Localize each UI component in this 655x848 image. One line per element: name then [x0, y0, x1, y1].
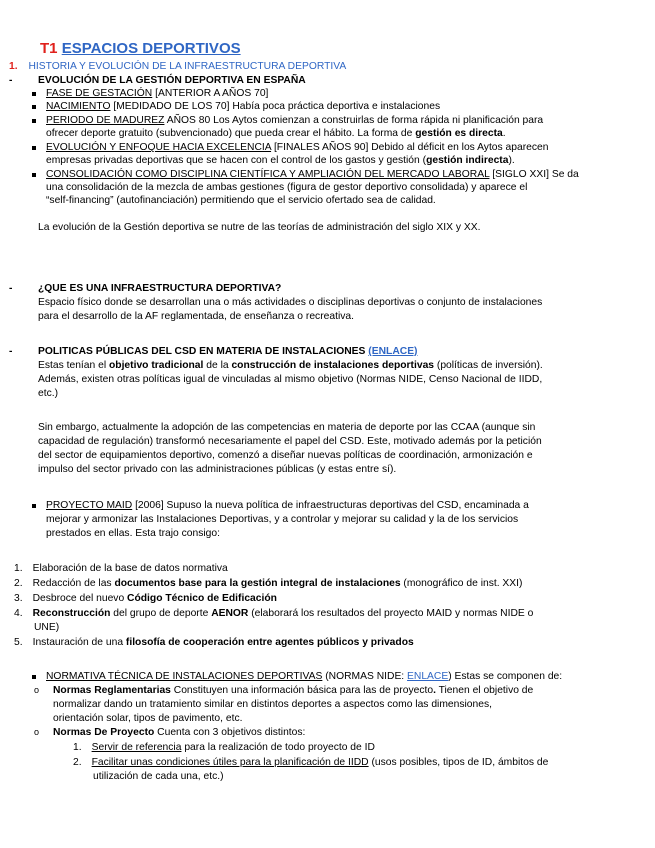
evolucion-item-5-line-3: “self-financing” (autofinanciación) permitiendo que el servicio ofertado sea de calidad. — [46, 195, 436, 206]
circle-bullet: o — [34, 727, 40, 737]
maid-list-item-4: 4. Reconstrucción del grupo de deporte AENOR (elaborará los resultados del proyecto MAID y normas NIDE o — [14, 608, 534, 619]
maid-list-item-5: 5. Instauración de una filosofía de cooperación entre agentes públicos y privados — [14, 637, 414, 648]
normativa-reglamentarias-line-1: Normas Reglamentarias Constituyen una información básica para las de proyecto. Tienen el objetivo de — [53, 685, 534, 696]
normativa-sub-item-2: 2. Facilitar unas condiciones útiles para la planificación de IIDD (usos posibles, tipos de ID, ámbitos de — [73, 757, 549, 768]
politicas-heading: POLITICAS PÚBLICAS DEL CSD EN MATERIA DE INSTALACIONES (ENLACE) — [38, 346, 418, 357]
square-bullet — [32, 504, 36, 508]
dash-bullet: - — [9, 346, 13, 357]
square-bullet — [32, 675, 36, 679]
evolucion-item-5-line-2: una consolidación de la mezcla de ambas gestiones (figura de gestor deportivo consolidada) y aparece el — [46, 182, 528, 193]
politicas-p2-line-3: del sector de equipamientos deportivo, comenzó a diseñar nuevas políticas de coordinación, armonización e — [38, 450, 533, 461]
maid-line-2: mejorar y armonizar las Instalaciones Deportivas, y a controlar y mejorar su calidad y la de los servicios — [46, 514, 519, 525]
title-number: T1 — [40, 40, 58, 57]
square-bullet — [32, 92, 36, 96]
evolucion-item-4: EVOLUCIÓN Y ENFOQUE HACIA EXCELENCIA [FINALES AÑOS 90] Debido al déficit en los Aytos aparecen — [46, 142, 549, 153]
section-1-number: 1. — [9, 61, 18, 72]
infra-heading: ¿QUE ES UNA INFRAESTRUCTURA DEPORTIVA? — [38, 283, 282, 294]
normativa-sub-item-2-line-2: utilización de cada una, etc.) — [93, 771, 224, 782]
politicas-p2-line-1: Sin embargo, actualmente la adopción de las competencias en materia de deporte por las CCAA (aunque sin — [38, 422, 536, 433]
section-1-text: HISTORIA Y EVOLUCIÓN DE LA INFRAESTRUCTURA DEPORTIVA — [28, 61, 347, 72]
circle-bullet: o — [34, 685, 40, 695]
dash-bullet: - — [9, 75, 13, 86]
normativa-heading: NORMATIVA TÉCNICA DE INSTALACIONES DEPORTIVAS (NORMAS NIDE: ENLACE) Estas se componen de: — [46, 671, 563, 682]
infra-line-1: Espacio físico donde se desarrollan una o más actividades o disciplinas deportivas o conjunto de instalaciones — [38, 297, 543, 308]
normativa-proyecto-line-1: Normas De Proyecto Cuenta con 3 objetivos distintos: — [53, 727, 306, 738]
normativa-sub-item-1: 1. Servir de referencia para la realización de todo proyecto de ID — [73, 742, 375, 753]
normativa-enlace-link[interactable]: ENLACE — [407, 671, 449, 682]
maid-list-item-2: 2. Redacción de las documentos base para la gestión integral de instalaciones (monográfico de inst. XXI) — [14, 578, 523, 589]
politicas-enlace-link[interactable]: (ENLACE) — [368, 346, 418, 357]
maid-line-3: prestados en ellas. Esta trajo consigo: — [46, 528, 221, 539]
evolucion-item-1: FASE DE GESTACIÓN [ANTERIOR A AÑOS 70] — [46, 88, 269, 99]
politicas-p1-line-1: Estas tenían el objetivo tradicional de la construcción de instalaciones deportivas (políticas de inversión). — [38, 360, 543, 371]
section-1-heading — [9, 60, 346, 73]
title-text: ESPACIOS DEPORTIVOS — [61, 40, 241, 57]
evolucion-heading: EVOLUCIÓN DE LA GESTIÓN DEPORTIVA EN ESPAÑA — [38, 75, 306, 86]
square-bullet — [32, 105, 36, 109]
infra-line-2: para el desarrollo de la AF reglamentada, de enseñanza o recreativa. — [38, 311, 354, 322]
maid-list-item-3: 3. Desbroce del nuevo Código Técnico de Edificación — [14, 593, 277, 604]
evolucion-item-5: CONSOLIDACIÓN COMO DISCIPLINA CIENTÍFICA Y AMPLIACIÓN DEL MERCADO LABORAL [SIGLO XXI] Se da — [46, 169, 579, 180]
square-bullet — [32, 173, 36, 177]
evolucion-note: La evolución de la Gestión deportiva se nutre de las teorías de administración del siglo XIX y XX. — [38, 222, 481, 233]
politicas-p1-line-2: Además, existen otras políticas igual de vinculadas al mismo objetivo (Normas NIDE, Censo Nacional de IIDD, — [38, 374, 543, 385]
evolucion-item-2: NACIMIENTO [MEDIDADO DE LOS 70] Había poca práctica deportiva e instalaciones — [46, 101, 441, 112]
square-bullet — [32, 146, 36, 150]
evolucion-item-3: PERIODO DE MADUREZ AÑOS 80 Los Aytos comienzan a construirlas de forma rápida ni planificación para — [46, 115, 544, 126]
square-bullet — [32, 119, 36, 123]
politicas-p2-line-2: capacidad de regulación) transformó necesariamente el papel del CSD. Este, motivado además por la petición — [38, 436, 542, 447]
maid-line-1: PROYECTO MAID [2006] Supuso la nueva política de infraestructuras deportivas del CSD, encaminada a — [46, 500, 529, 511]
politicas-p2-line-4: impulso del sector privado con las administraciones públicas (y estas entre sí). — [38, 464, 397, 475]
normativa-reglamentarias-line-3: orientación solar, tipos de pavimento, etc. — [53, 713, 243, 724]
evolucion-item-3-line-2: ofrecer deporte gratuito (subvencionado) que pueda crear el hábito. La forma de gestión es directa. — [46, 128, 506, 139]
normativa-reglamentarias-line-2: normalizar dando un tratamiento similar en distintos deportes a aspectos como las dimensiones, — [53, 699, 492, 710]
maid-list-item-1: 1. Elaboración de la base de datos normativa — [14, 563, 228, 574]
evolucion-item-4-line-2: empresas privadas deportivas que se hacen con el control de los gastos y gestión (gestión indirecta). — [46, 155, 515, 166]
dash-bullet: - — [9, 283, 13, 294]
maid-list-item-4-line-2: UNE) — [34, 622, 60, 633]
politicas-p1-line-3: etc.) — [38, 388, 59, 399]
document-title — [40, 40, 241, 57]
